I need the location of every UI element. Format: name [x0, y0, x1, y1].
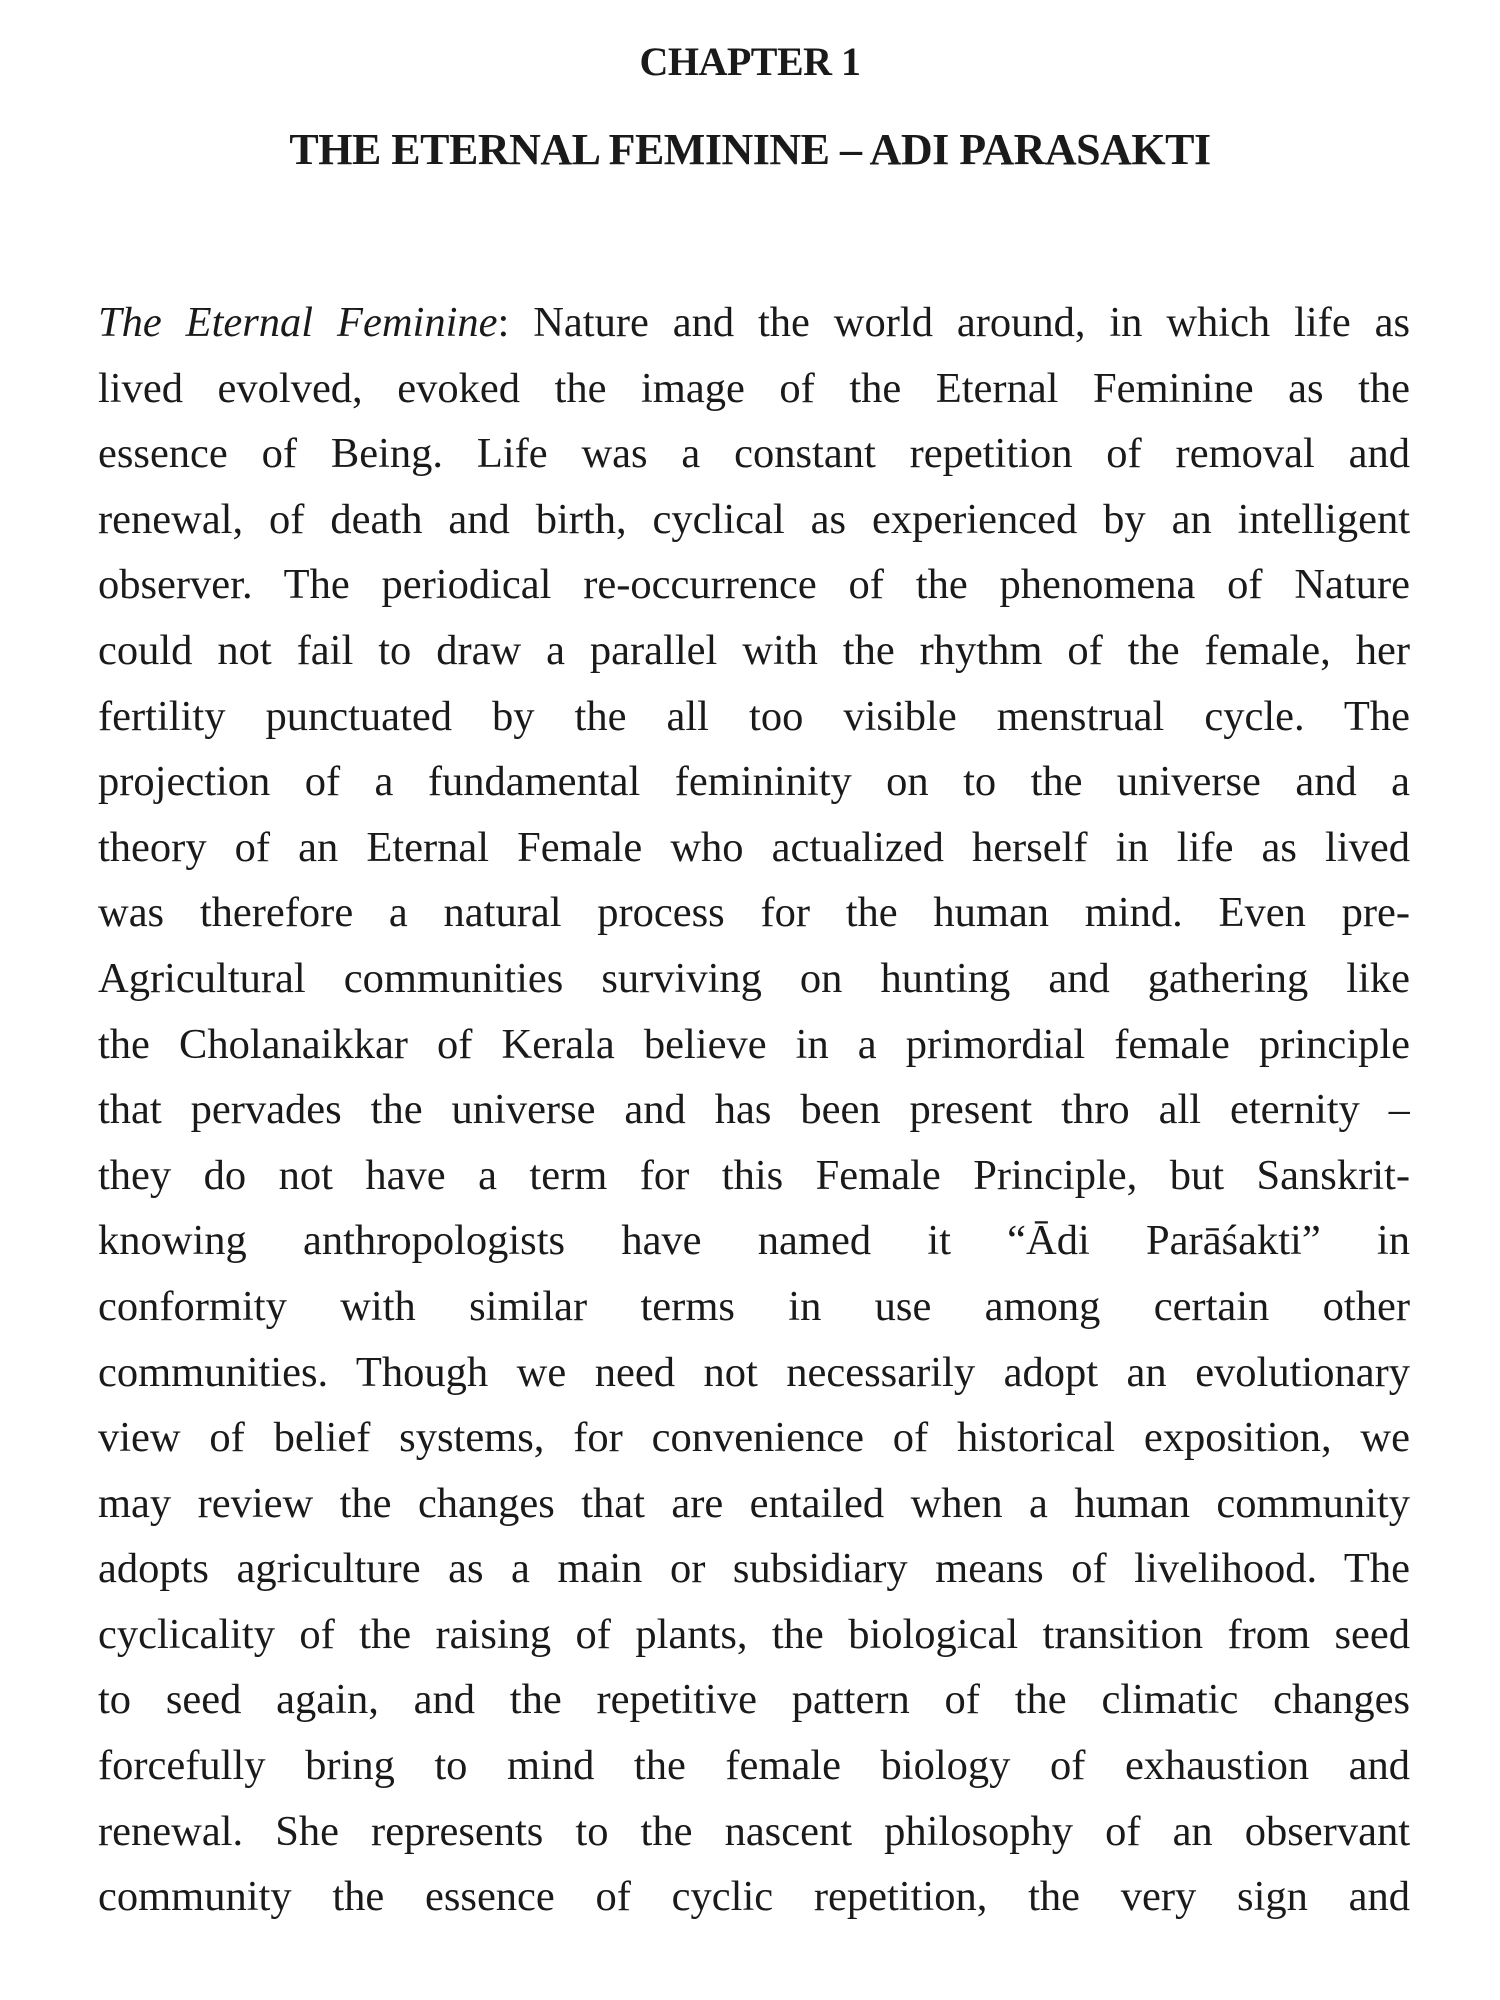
- paragraph-line: essence of Being. Life was a constant repetition of removal and: [98, 430, 1410, 478]
- paragraph-line: community the essence of cyclic repetition, the very sign and: [98, 1873, 1410, 1921]
- paragraph-line: communities. Though we need not necessarily adopt an evolutionary: [98, 1348, 1410, 1396]
- paragraph-line: renewal, of death and birth, cyclical as experienced by an intelligent: [98, 495, 1410, 543]
- paragraph-line: projection of a fundamental femininity on to the universe and a: [98, 758, 1410, 806]
- paragraph-line: conformity with similar terms in use among certain other: [98, 1282, 1410, 1330]
- paragraph-line: adopts agriculture as a main or subsidiary means of livelihood. The: [98, 1545, 1410, 1593]
- chapter-number: CHAPTER 1: [639, 39, 861, 84]
- body-paragraph: [98, 290, 1410, 1930]
- paragraph-line: lived evolved, evoked the image of the Eternal Feminine as the: [98, 364, 1410, 412]
- paragraph-line: fertility punctuated by the all too visible menstrual cycle. The: [98, 692, 1410, 740]
- paragraph-line: they do not have a term for this Female Principle, but Sanskrit-: [98, 1151, 1410, 1199]
- paragraph-line-text: : Nature and the world around, in which life as: [497, 299, 1410, 346]
- paragraph-line: Agricultural communities surviving on hunting and gathering like: [98, 954, 1410, 1002]
- paragraph-line: theory of an Eternal Female who actualized herself in life as lived: [98, 823, 1410, 871]
- paragraph-line: the Cholanaikkar of Kerala believe in a primordial female principle: [98, 1020, 1410, 1068]
- paragraph-line: knowing anthropologists have named it “Ādi Parāśakti” in: [98, 1217, 1410, 1265]
- chapter-title: THE ETERNAL FEMININE – ADI PARASAKTI: [289, 125, 1211, 174]
- paragraph-line: may review the changes that are entailed when a human community: [98, 1479, 1410, 1527]
- paragraph-line-1: [98, 290, 1410, 356]
- paragraph-line: to seed again, and the repetitive pattern of the climatic changes: [98, 1676, 1410, 1724]
- paragraph-line: view of belief systems, for convenience of historical exposition, we: [98, 1414, 1410, 1462]
- italic-lead-phrase: The Eternal Feminine: [98, 299, 498, 346]
- paragraph-line: that pervades the universe and has been present thro all eternity –: [98, 1086, 1410, 1134]
- paragraph-line: could not fail to draw a parallel with the rhythm of the female, her: [98, 626, 1410, 674]
- paragraph-line: forcefully bring to mind the female biology of exhaustion and: [98, 1742, 1410, 1790]
- paragraph-line: was therefore a natural process for the human mind. Even pre-: [98, 889, 1410, 937]
- paragraph-line: renewal. She represents to the nascent philosophy of an observant: [98, 1807, 1410, 1855]
- paragraph-line: observer. The periodical re-occurrence of the phenomena of Nature: [98, 561, 1410, 609]
- paragraph-line: cyclicality of the raising of plants, the biological transition from seed: [98, 1610, 1410, 1658]
